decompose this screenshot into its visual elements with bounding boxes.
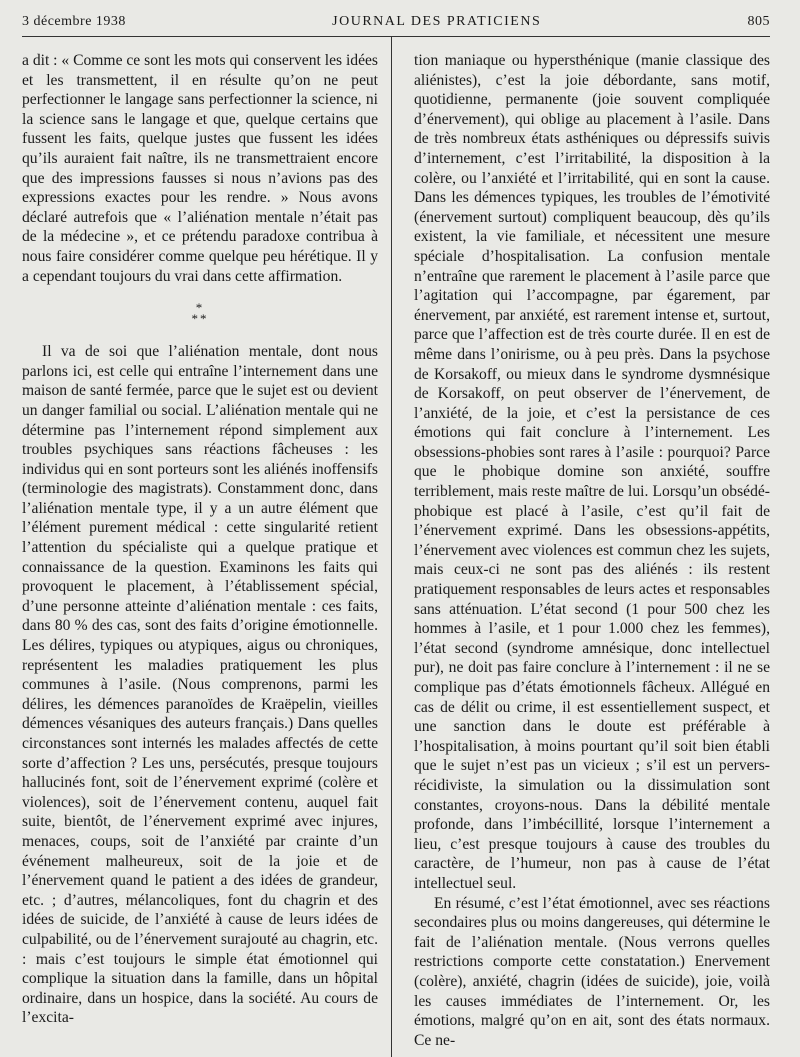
section-separator-asterism: * ** [191,300,209,327]
text-columns [22,37,770,1050]
right-paragraph-summary: En résumé, c’est l’état émotionnel, avec ses réactions secondaires plus ou moins dangereuses, qui détermine le fait de l’aliénation mentale. (Nous verrons quelles restrictions comporte cette constatation.) Enervement (colère), anxiété, chagrin (idées de suicide), joie, voilà les causes immédiates de l’internement. Or, les émotions, malgré qu’on en ait, sont des états normaux. Ce ne- [414,894,770,1049]
page-header [22,14,770,34]
page-number: 805 [747,14,770,29]
left-paragraph-section: Il va de soi que l’aliénation mentale, dont nous parlons ici, est celle qui entraîne l’internement dans une maison de santé fermée, parce que le sujet est ou devient un danger familial ou social. L’aliénation mentale qui ne détermine pas l’internement répond simplement aux troubles psychiques sans réactions fâcheuses : les individus qui en sont porteurs sont les aliénés inoffensifs (terminologie des magistrats). Constamment donc, dans l’aliénation mentale type, il y a un autre élément que l’élément purement médical : cette singularité retient l’attention du spécialiste qui a quelque pratique et connaissance de la question. Examinons les faits qui provoquent le placement, à l’établissement spécial, d’une personne atteinte d’aliénation mentale : ces faits, dans 80 % des cas, sont des faits d’origine émotionnelle. Les délires, typiques ou atypiques, aigus ou chroniques, représentent les maladies pratiquement les plus communes à l’asile. (Nous comprenons, parmi les délires, les démences paranoïdes de Kraëpelin, vieilles démences vésaniques des auteurs français.) Dans quelles circonstances sont internés les malades affectés de cette sorte d’affection ? Les uns, persécutés, presque toujours hallucinés font, soit de l’énervement exprimé (colère et violences), soit de l’énervement contenu, auquel fait suite, bientôt, de l’énervement exprimé avec injures, menaces, coups, soit de l’anxiété par crainte d’un événement malheureux, soit de la joie et de l’énervement quand le patient a des idées de grandeur, etc. ; d’autres, mélancoliques, font du chagrin et des idées de suicide, de l’anxiété à cause de leurs idées de culpabilité, ou de l’énervement surajouté au chagrin, etc. : mais c’est toujours le simple état émotionnel qui complique la situation dans la famille, dans un hôpital ordinaire, dans un hospice, dans la société. Au cours de l’excita- [22,343,378,1027]
journal-title: JOURNAL DES PRATICIENS [332,14,542,29]
column-divider [391,37,392,1057]
left-paragraph-continued: a dit : « Comme ce sont les mots qui conservent les idées et les transmettent, il en résulte qu’on ne peut perfectionner le langage sans perfectionner la science, ni la science sans le langage et que, quelque certains que fussent les faits, quelque justes que fussent les idées qu’ils auraient fait naître, ils ne transmettraient encore que des impressions fausses si nous n’avions pas des expressions exactes pour les rendre. » Nous avons déclaré autrefois que « l’aliénation mentale n’était pas de la médecine », et ce prétendu paradoxe contribua à nous faire considérer comme quelque peu hérétique. Il y a cependant toujours du vrai dans cette affirmation. [22,52,378,285]
left-column [22,37,378,1050]
right-paragraph-continued: tion maniaque ou hypersthénique (manie classique des aliénistes), c’est la joie débordante, sans motif, quotidienne, permanente (joie souvent compliquée d’énervement), qui oblige au placement à l’asile. Dans de très nombreux états asthéniques ou dépressifs suivis d’internement, c’est l’irritabilité, la disposition à la colère, ou l’anxiété et l’irritabilité, qui en sont la cause. Dans les démences typiques, les troubles de l’émotivité (énervement surtout) compliquent beaucoup, dès qu’ils existent, la vie familiale, et nécessitent une mesure spéciale d’hospitalisation. La confusion mentale n’entraîne que rarement le placement à l’asile parce que l’agitation qui l’accompagne, par égarement, par énervement, par anxiété, est rarement intense et, surtout, parce que l’affection est de très courte durée. Il en est de même dans l’onirisme, ou à peu près. Dans la psychose de Korsakoff, ou mieux dans le syndrome dysmnésique de Korsakoff, on peut observer de l’énervement, de l’anxiété, de la joie, et c’est la persistance de ces émotions qui fait conclure à l’internement. Les obsessions-phobies sont rares à l’asile : pourquoi? Parce que le phobique domine son anxiété, souffre terriblement, mais reste maître de lui. Lorsqu’un obsédé-phobique est placé à l’asile, c’est qu’il fait de l’énervement exprimé. Dans les obsessions-appétits, l’énervement avec violences est commun chez les sujets, mais ceux-ci ne sont pas des aliénés : ils restent pratiquement responsables de leurs actes et responsables sans atténuation. L’état second (1 pour 500 chez les hommes à l’asile, et 1 pour 1.000 chez les femmes), l’état second (syndrome amnésique, donc intellectuel pur), ne doit pas faire conclure à l’internement : il ne se complique pas d’états émotionnels fâcheux. Allégué en cas de délit ou crime, il est essentiellement suspect, et une sanction dans le doute est préférable à l’hospitalisation, à moins pourtant qu’il soit bien établi que le sujet n’est pas un vicieux ; s’il est un pervers-récidiviste, la simulation ou la dissimulation sont constantes, croyons-nous. Dans la débilité mentale profonde, dans l’imbécillité, lorsque l’internement a lieu, c’est presque toujours à cause des troubles du caractère, de l’humeur, non pas à cause de l’état intellectuel seul. [414,52,770,892]
header-date: 3 décembre 1938 [22,14,126,29]
right-column [414,37,770,1050]
